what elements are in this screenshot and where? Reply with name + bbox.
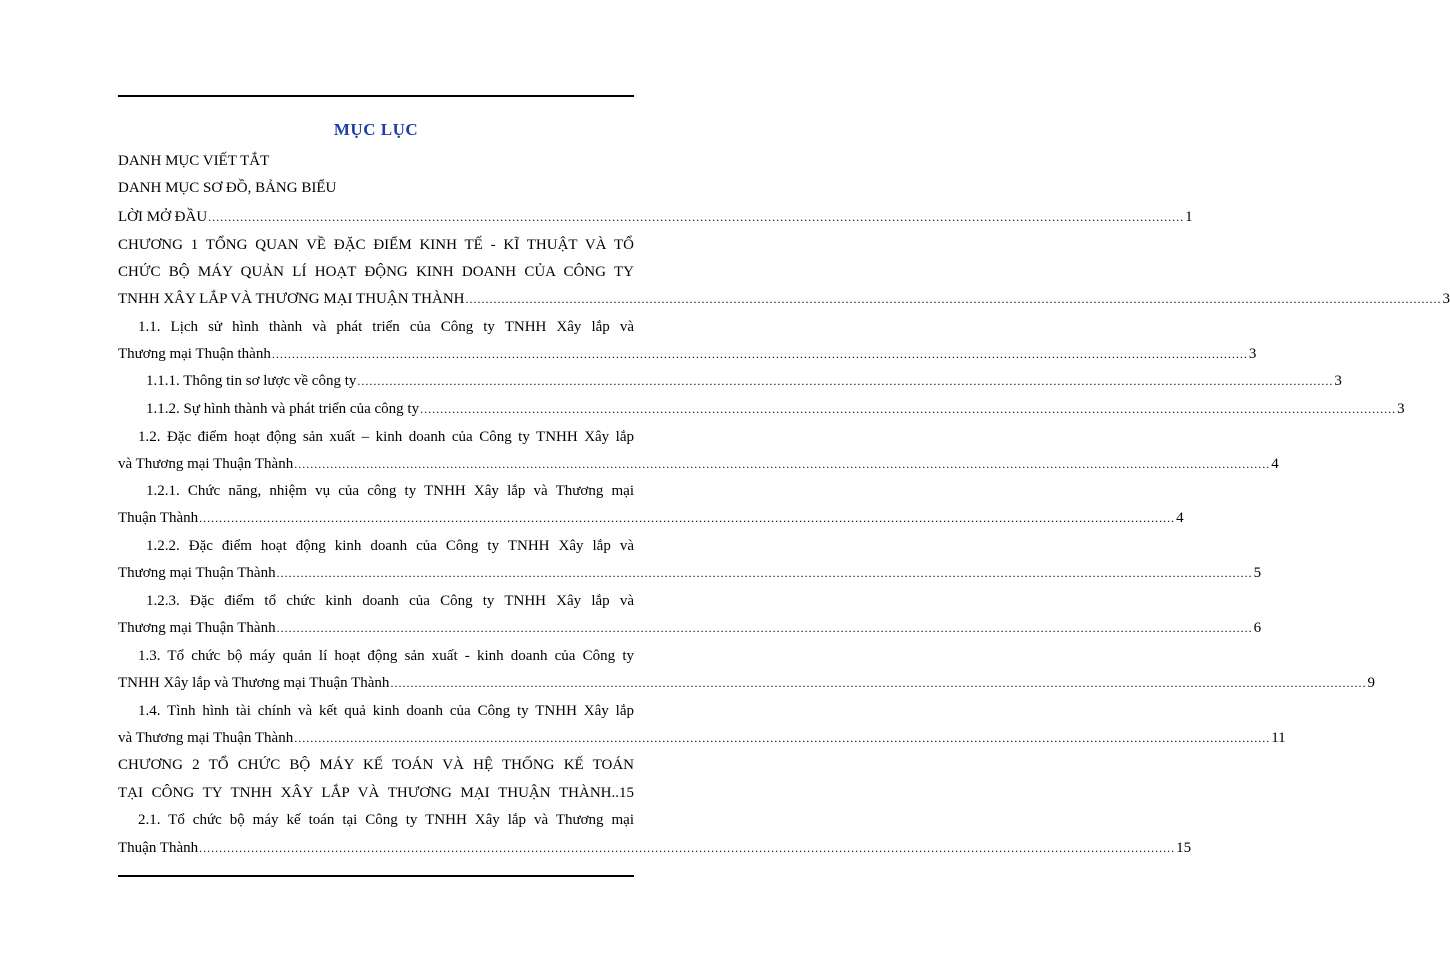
toc-entry-chapter-2-line2[interactable]: TẠI CÔNG TY TNHH XÂY LẮP VÀ THƯƠNG MẠI THUẬN THÀNH..15: [118, 785, 634, 801]
page-title: MỤC LỤC: [333, 120, 419, 139]
toc-entry-1-1-1[interactable]: 1.1.1. Thông tin sơ lược về công ty .................................................................................................................................................................................................................................................... 3: [146, 370, 634, 392]
toc-entry-chapter-1-line3[interactable]: TNHH XÂY LẮP VÀ THƯƠNG MẠI THUẬN THÀNH .................................................................................................................................................................................................................................................... 3: [118, 288, 634, 310]
top-rule: [118, 95, 634, 97]
page-number: 3: [1397, 401, 1405, 417]
toc-entry-chapter-2-line1[interactable]: CHƯƠNG 2 TỔ CHỨC BỘ MÁY KẾ TOÁN VÀ HỆ THỐNG KẾ TOÁN: [118, 757, 634, 773]
toc-entry-1-1-2[interactable]: 1.1.2. Sự hình thành và phát triển của công ty .................................................................................................................................................................................................................................................... 3: [146, 398, 634, 420]
page-number: 15: [1176, 840, 1192, 856]
toc-entry-1-3-line1[interactable]: 1.3. Tổ chức bộ máy quản lí hoạt động sản xuất - kinh doanh của Công ty: [138, 648, 634, 664]
page-number: 4: [1271, 456, 1279, 472]
page-number: 3: [1248, 346, 1257, 362]
toc-entry-chapter-1-line1[interactable]: CHƯƠNG 1 TỔNG QUAN VỀ ĐẶC ĐIỂM KINH TẾ - KĨ THUẬT VÀ TỔ: [118, 237, 634, 253]
toc-entry-1-2-3-line2[interactable]: Thương mại Thuận Thành .................................................................................................................................................................................................................................................... 6: [118, 617, 634, 639]
toc-entry-1-2-1-line2[interactable]: Thuận Thành .................................................................................................................................................................................................................................................... 4: [118, 507, 634, 529]
toc-entry-1-2-line1[interactable]: 1.2. Đặc điểm hoạt động sản xuất – kinh doanh của Công ty TNHH Xây lắp: [138, 429, 634, 445]
toc-entry-1-1-line2[interactable]: Thương mại Thuận thành .................................................................................................................................................................................................................................................... 3: [118, 343, 634, 365]
toc-entry-1-4-line1[interactable]: 1.4. Tình hình tài chính và kết quả kinh doanh của Công ty TNHH Xây lắp: [138, 703, 634, 719]
page-number: 6: [1253, 620, 1262, 636]
toc-entry-introduction[interactable]: LỜI MỞ ĐẦU .................................................................................................................................................................................................................................................... 1: [118, 206, 634, 228]
toc-entry-diagrams-tables[interactable]: DANH MỤC SƠ ĐỒ, BẢNG BIỂU: [118, 180, 337, 196]
toc-entry-1-2-3-line1[interactable]: 1.2.3. Đặc điểm tổ chức kinh doanh của Công ty TNHH Xây lắp và: [146, 593, 634, 609]
toc-entry-1-2-2-line1[interactable]: 1.2.2. Đặc điểm hoạt động kinh doanh của Công ty TNHH Xây lắp và: [146, 538, 634, 554]
page-number: 3: [1334, 373, 1342, 389]
toc-entry-2-1-line2[interactable]: Thuận Thành .................................................................................................................................................................................................................................................... 15: [118, 837, 620, 859]
toc-entry-1-2-line2[interactable]: và Thương mại Thuận Thành .................................................................................................................................................................................................................................................... 4: [118, 453, 634, 475]
bottom-rule: [118, 875, 634, 877]
page-number: 3: [1442, 291, 1450, 307]
toc-entry-1-2-2-line2[interactable]: Thương mại Thuận Thành .................................................................................................................................................................................................................................................... 5: [118, 562, 634, 584]
toc-entry-abbreviations[interactable]: DANH MỤC VIẾT TẮT: [118, 153, 270, 169]
toc-entry-chapter-1-line2[interactable]: CHỨC BỘ MÁY QUẢN LÍ HOẠT ĐỘNG KINH DOANH CỦA CÔNG TY: [118, 264, 634, 280]
toc-entry-2-1-line1[interactable]: 2.1. Tổ chức bộ máy kế toán tại Công ty TNHH Xây lắp và Thương mại: [138, 812, 634, 828]
toc-entry-1-4-line2[interactable]: và Thương mại Thuận Thành .................................................................................................................................................................................................................................................... 11: [118, 727, 634, 749]
toc-entry-1-3-line2[interactable]: TNHH Xây lắp và Thương mại Thuận Thành .................................................................................................................................................................................................................................................... 9: [118, 672, 634, 694]
page-number: 5: [1253, 565, 1262, 581]
page-number: 9: [1367, 675, 1375, 691]
toc-entry-1-2-1-line1[interactable]: 1.2.1. Chức năng, nhiệm vụ của công ty TNHH Xây lắp và Thương mại: [146, 483, 634, 499]
page-number: 1: [1185, 209, 1193, 225]
page-number: 4: [1176, 510, 1184, 526]
toc-entry-1-1-line1[interactable]: 1.1. Lịch sử hình thành và phát triển của Công ty TNHH Xây lắp và: [138, 319, 634, 335]
page-number: 11: [1271, 730, 1286, 746]
